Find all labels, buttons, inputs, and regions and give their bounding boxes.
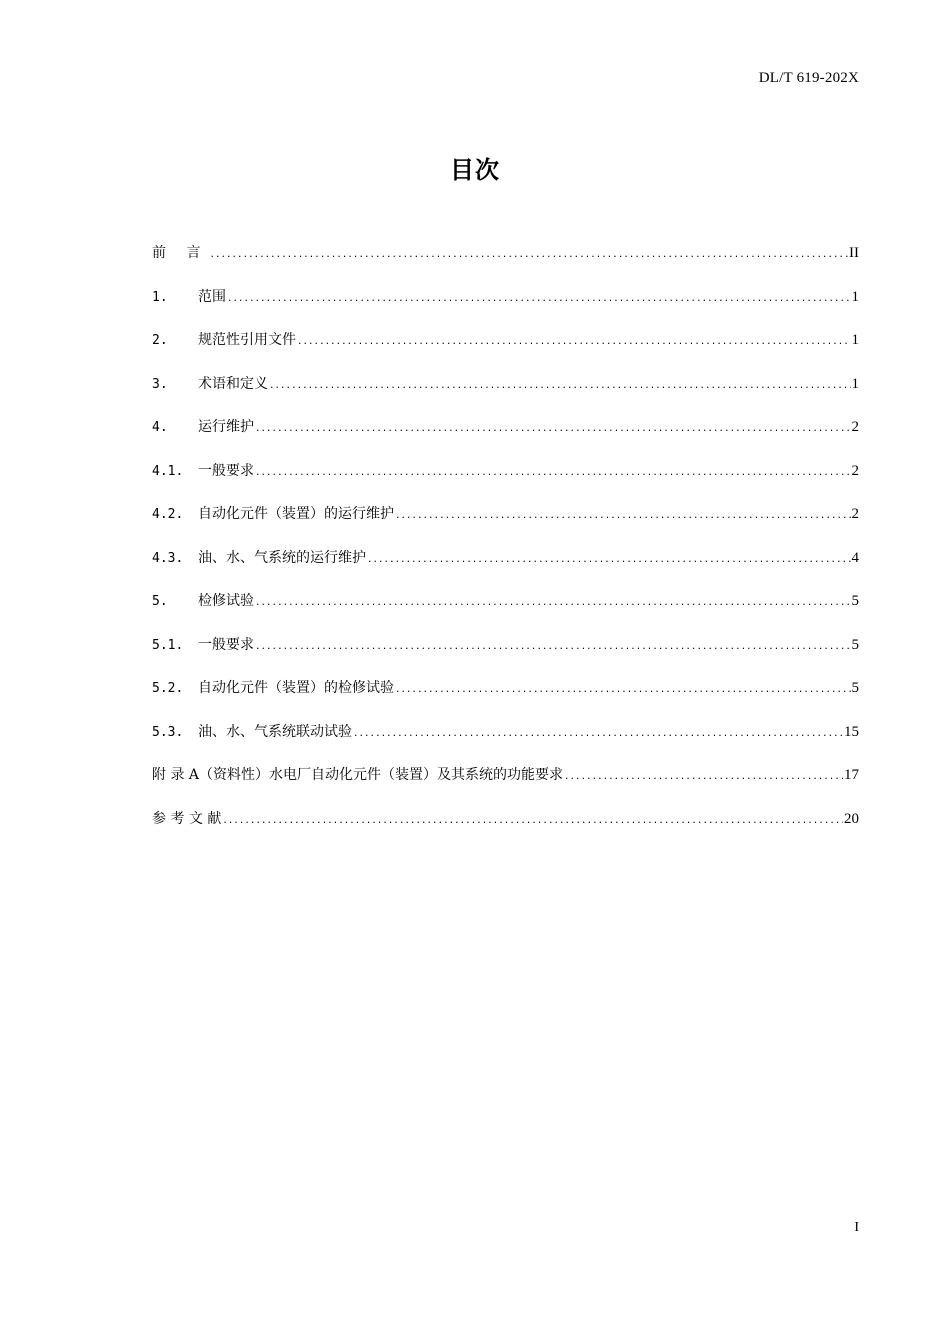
toc-leader-dots (227, 294, 851, 304)
toc-leader-dots (297, 337, 851, 347)
toc-leader-dots (255, 598, 851, 608)
toc-entry-title: 参 考 文 献 (152, 810, 222, 827)
toc-leader-dots (395, 511, 851, 521)
toc-entry-page: 1 (851, 332, 859, 348)
toc-entry-page: 15 (844, 723, 859, 740)
toc-entry-number: 2. (152, 333, 168, 348)
toc-entry-page: 5 (851, 680, 859, 696)
toc-leader-dots (209, 250, 848, 260)
toc-leader-dots (222, 816, 843, 826)
toc-leader-dots (269, 381, 851, 391)
toc-entry-title: 一般要求 (198, 462, 254, 479)
page-number: I (854, 1220, 859, 1235)
toc-entry-title: 油、水、气系统的运行维护 (198, 549, 366, 566)
toc-entry-title: 范围 (198, 288, 226, 305)
toc-leader-dots (564, 772, 843, 782)
toc-entry-page: II (849, 245, 859, 261)
document-code: DL/T 619-202X (758, 70, 859, 86)
toc-entry-4-3[interactable] (152, 547, 859, 591)
toc-entry-5-1[interactable] (152, 634, 859, 678)
toc-entry-5-2[interactable] (152, 677, 859, 721)
toc-entry-title: 前 言 (152, 245, 209, 261)
toc-entry-number: 4.1. (152, 463, 184, 479)
toc-entry-title: 一般要求 (198, 636, 254, 653)
toc-entry-4-2[interactable] (152, 503, 859, 547)
toc-entry-number: 5. (152, 594, 168, 609)
toc-entry-3[interactable] (152, 373, 859, 417)
toc-entry-number: 4. (152, 420, 168, 435)
toc-entry-title: 术语和定义 (198, 375, 268, 392)
toc-entry-page: 2 (851, 419, 859, 435)
toc-entry-4[interactable] (152, 416, 859, 460)
toc-entry-page: 2 (851, 462, 859, 479)
toc-entry-title: 规范性引用文件 (198, 332, 296, 348)
toc-entry-title: 附 录 A（资料性）水电厂自动化元件（装置）及其系统的功能要求 (152, 767, 564, 783)
toc-entry-1[interactable] (152, 286, 859, 330)
toc-entry-page: 1 (851, 288, 859, 305)
toc-entry-references[interactable] (152, 808, 859, 852)
toc-leader-dots (353, 729, 843, 739)
toc-entry-title: 自动化元件（装置）的检修试验 (198, 680, 394, 696)
toc-leader-dots (255, 424, 851, 434)
toc-leader-dots (255, 468, 851, 478)
toc-entry-4-1[interactable] (152, 460, 859, 504)
page-title: 目次 (450, 156, 500, 184)
toc-entry-page: 4 (851, 549, 859, 566)
toc-entry-page: 20 (844, 810, 859, 827)
toc-entry-number: 5.2. (152, 681, 184, 696)
toc-leader-dots (395, 685, 851, 695)
toc-entry-number: 5.3. (152, 724, 184, 740)
toc-entry-2[interactable] (152, 329, 859, 373)
toc-leader-dots (367, 555, 851, 565)
toc-entry-title: 油、水、气系统联动试验 (198, 723, 352, 740)
toc-entry-page: 5 (851, 593, 859, 609)
toc-entry-5[interactable] (152, 590, 859, 634)
toc-entry-title: 运行维护 (198, 419, 254, 435)
toc-entry-page: 5 (851, 636, 859, 653)
toc-entry-5-3[interactable] (152, 721, 859, 765)
toc-entry-appendix-a[interactable] (152, 764, 859, 808)
toc-entry-title: 自动化元件（装置）的运行维护 (198, 506, 394, 522)
toc-leader-dots (255, 642, 851, 652)
toc-entry-page: 17 (844, 767, 859, 783)
toc-entry-number: 4.2. (152, 507, 184, 522)
toc-entry-page: 1 (851, 375, 859, 392)
toc-entry-title: 检修试验 (198, 593, 254, 609)
toc-entry-number: 4.3. (152, 550, 184, 566)
toc-entry-number: 3. (152, 376, 168, 392)
toc-entry-page: 2 (851, 506, 859, 522)
table-of-contents (152, 242, 859, 851)
toc-entry-number: 1. (152, 289, 168, 305)
toc-entry-foreword[interactable] (152, 242, 859, 286)
toc-entry-number: 5.1. (152, 637, 184, 653)
